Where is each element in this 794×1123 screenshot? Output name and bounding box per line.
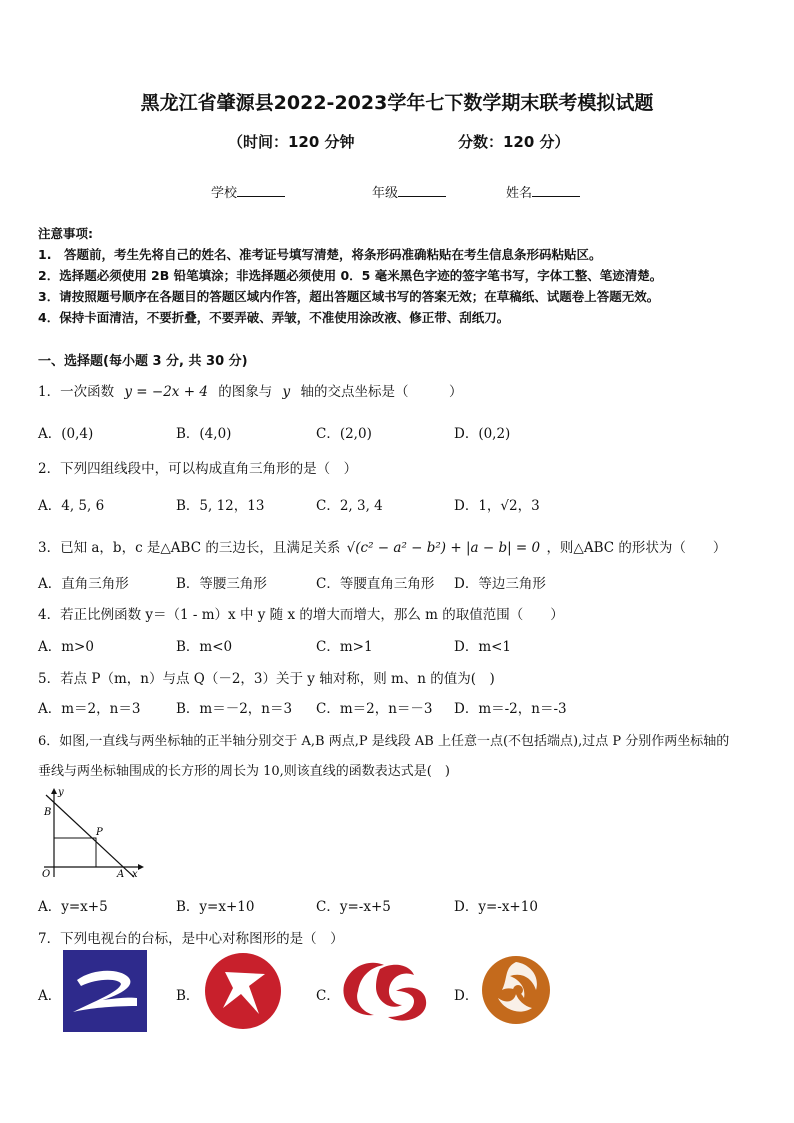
q1-formula: y = −2x + 4 (124, 384, 208, 400)
q5-option-a[interactable]: A．m＝2，n＝3 (38, 701, 141, 717)
note-item-4: 4．保持卡面清洁，不要折叠，不要弄破、弄皱，不准使用涂改液、修正带、刮纸刀。 (38, 310, 510, 325)
name-blank[interactable] (532, 184, 580, 197)
q4-option-c[interactable]: C．m>1 (316, 639, 373, 655)
name-label: 姓名 (506, 186, 533, 201)
note-item-1: 1. 答题前，考生先将自己的姓名、准考证号填写清楚，将条形码准确粘贴在考生信息条形码粘贴区。 (38, 247, 602, 262)
logo-a-bg (63, 950, 147, 1032)
school-blank[interactable] (237, 184, 285, 197)
grade-blank[interactable] (398, 184, 446, 197)
logo-c-swoosh[interactable] (340, 955, 430, 1027)
page-title: 黑龙江省肇源县2022-2023学年七下数学期末联考模拟试题 (140, 92, 654, 114)
question-3 (38, 536, 726, 556)
question-7: 7．下列电视台的台标，是中心对称图形的是（ ） (38, 931, 344, 947)
logo-d-center (513, 985, 523, 995)
q6-option-b[interactable]: B．y=x+10 (176, 899, 255, 915)
question-5: 5．若点 P（m，n）与点 Q（－2，3）关于 y 轴对称，则 m、n 的值为( ) (38, 671, 495, 687)
question-2: 2．下列四组线段中，可以构成直角三角形的是（ ） (38, 461, 358, 477)
q5-option-d[interactable]: D．m＝-2，n＝-3 (454, 701, 567, 717)
label-o: O (42, 869, 51, 880)
question-6-line-2: 垂线与两坐标轴围成的长方形的周长为 10,则该直线的函数表达式是( ) (38, 764, 450, 779)
q1-option-c[interactable]: C．(2,0) (316, 426, 372, 442)
label-x: x (132, 869, 138, 880)
notes-heading: 注意事项: (38, 226, 93, 241)
q3-option-a[interactable]: A．直角三角形 (38, 576, 129, 592)
label-p: P (96, 827, 103, 838)
q4-option-d[interactable]: D．m<1 (454, 639, 512, 655)
q3-option-c[interactable]: C．等腰直角三角形 (316, 576, 435, 592)
grade-field (372, 182, 446, 201)
q7-option-d[interactable]: D． (454, 988, 479, 1004)
q2-option-a[interactable]: A．4, 5, 6 (38, 498, 105, 514)
question-4: 4．若正比例函数 y＝（1 - m）x 中 y 随 x 的增大而增大，那么 m 的取值范围（ ） (38, 607, 564, 623)
time-label: （时间：120 分钟 (228, 133, 355, 151)
q1-option-a[interactable]: A．(0,4) (38, 426, 94, 442)
section-heading: 一、选择题(每小题 3 分, 共 30 分) (38, 354, 248, 369)
question-6-line-1: 6．如图,一直线与两坐标轴的正半轴分别交于 A,B 两点,P 是线段 AB 上任意一点(不包括端点),过点 P 分别作两坐标轴的 (38, 734, 730, 749)
logo-d-phoenix[interactable] (480, 950, 552, 1030)
school-field (211, 182, 285, 201)
q7-option-b[interactable]: B． (176, 988, 200, 1004)
q1-option-b[interactable]: B．(4,0) (176, 426, 232, 442)
q6-figure (36, 785, 146, 880)
x-axis-arrow (138, 864, 144, 870)
q2-option-d[interactable]: D．1，√2，3 (454, 498, 540, 514)
q6-option-a[interactable]: A．y=x+5 (38, 899, 108, 915)
q3-stem-b: ，则△ABC 的形状为（ ） (546, 540, 727, 556)
q3-formula: √(c² − a² − b²) + |a − b| = 0 (346, 540, 541, 556)
q1-stem-a: 1．一次函数 (38, 384, 115, 400)
q3-option-b[interactable]: B．等腰三角形 (176, 576, 267, 592)
q6-option-d[interactable]: D．y=-x+10 (454, 899, 538, 915)
logo-c-middle (376, 965, 414, 1007)
q1-stem-b: 的图象与 (218, 384, 273, 400)
name-field (506, 182, 580, 201)
line-ab (46, 795, 134, 877)
school-label: 学校 (211, 186, 238, 201)
y-axis-arrow (51, 788, 57, 794)
q5-option-c[interactable]: C．m＝2，n＝－3 (316, 701, 433, 717)
logo-a-zhejiang[interactable] (63, 950, 147, 1032)
q6-option-c[interactable]: C．y=-x+5 (316, 899, 391, 915)
q3-stem-a: 3．已知 a，b，c 是△ABC 的三边长，且满足关系 (38, 540, 341, 556)
q3-option-d[interactable]: D．等边三角形 (454, 576, 546, 592)
score-label: 分数：120 分） (458, 133, 570, 151)
q2-option-c[interactable]: C．2, 3, 4 (316, 498, 383, 514)
q4-option-b[interactable]: B．m<0 (176, 639, 233, 655)
label-y: y (58, 787, 64, 798)
q4-option-a[interactable]: A．m>0 (38, 639, 94, 655)
q7-option-c[interactable]: C． (316, 988, 340, 1004)
q7-option-a[interactable]: A． (38, 988, 62, 1004)
note-item-3: 3．请按照题号顺序在各题目的答题区域内作答，超出答题区域书写的答案无效；在草稿纸、试题卷上答题无效。 (38, 289, 660, 304)
q1-stem-c: 轴的交点坐标是（ ） (300, 384, 463, 400)
rectangle (54, 838, 96, 867)
label-a: A (117, 869, 125, 880)
q1-option-d[interactable]: D．(0,2) (454, 426, 511, 442)
label-b: B (44, 807, 52, 818)
note-item-2: 2．选择题必须使用 2B 铅笔填涂；非选择题必须使用 0．5 毫米黑色字迹的签字笔书写，字体工整、笔迹清楚。 (38, 268, 663, 283)
question-1 (38, 380, 462, 400)
grade-label: 年级 (372, 186, 399, 201)
logo-b-star[interactable] (203, 950, 283, 1032)
q5-option-b[interactable]: B．m＝－2，n＝3 (176, 701, 293, 717)
q1-var: y (282, 384, 291, 400)
q2-option-b[interactable]: B．5, 12，13 (176, 498, 265, 514)
